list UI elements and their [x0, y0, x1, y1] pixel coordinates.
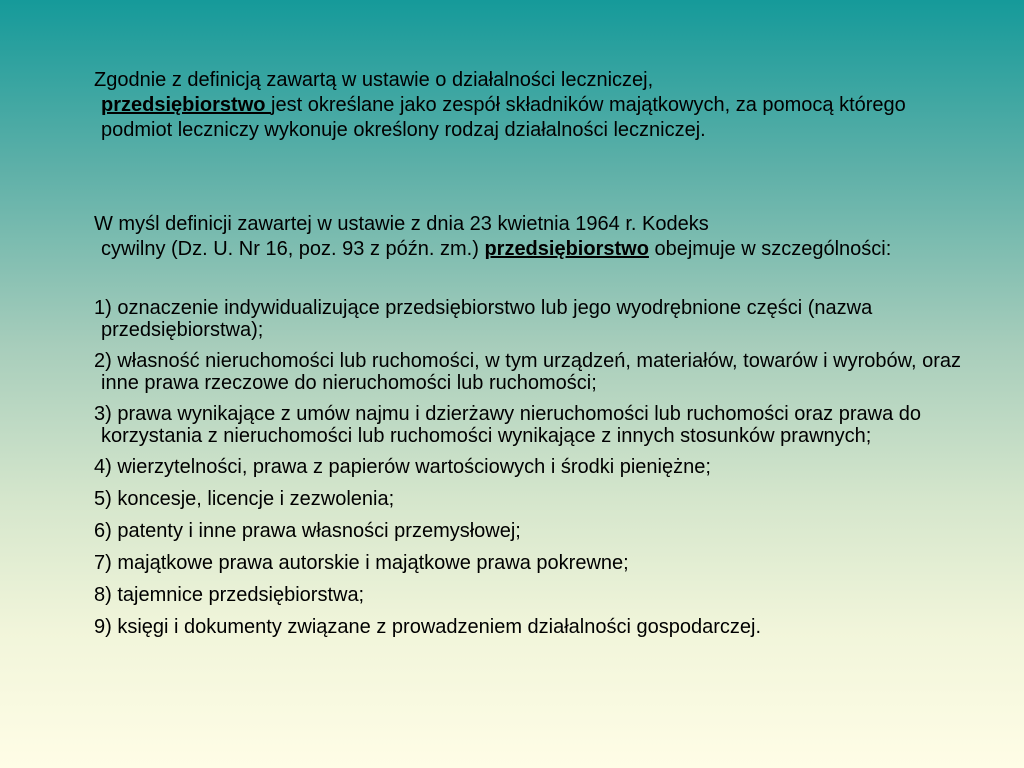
list-item: 8) tajemnice przedsiębiorstwa; — [94, 584, 365, 606]
list-item: 4) wierzytelności, prawa z papierów wartościowych i środki pieniężne; — [94, 456, 711, 478]
list-item: 9) księgi i dokumenty związane z prowadzeniem działalności gospodarczej. — [94, 616, 762, 638]
definition-paragraph-civil-code — [94, 212, 964, 262]
paragraph-first-line: W myśl definicji zawartej w ustawie z dnia 23 kwietnia 1964 r. Kodeks — [94, 213, 709, 235]
list-item: 5) koncesje, licencje i zezwolenia; — [94, 488, 395, 510]
list-item: 7) majątkowe prawa autorskie i majątkowe prawa pokrewne; — [94, 552, 629, 574]
enterprise-components-list — [94, 297, 974, 648]
keyword-przedsiebiorstwo: przedsiębiorstwo — [484, 238, 649, 260]
list-item: 3) prawa wynikające z umów najmu i dzierżawy nieruchomości lub ruchomości oraz prawa do korzystania z nieruchomości lub ruchomości wynikające z innych stosunków prawnych; — [94, 403, 922, 447]
paragraph-text: cywilny (Dz. U. Nr 16, poz. 93 z późn. zm.) — [101, 238, 485, 260]
paragraph-text: obejmuje w szczególności: — [648, 238, 892, 260]
paragraph-continuation — [94, 93, 964, 143]
list-item: 1) oznaczenie indywidualizujące przedsiębiorstwo lub jego wyodrębnione części (nazwa przedsiębiorstwa); — [94, 297, 873, 341]
definition-paragraph-healthcare — [94, 68, 964, 143]
paragraph-text: jest określane jako zespół składników majątkowych, za pomocą którego podmiot leczniczy wykonuje określony rodzaj działalności leczniczej. — [101, 94, 906, 141]
paragraph-continuation — [94, 237, 964, 262]
list-item: 2) własność nieruchomości lub ruchomości, w tym urządzeń, materiałów, towarów i wyrobów, oraz inne prawa rzeczowe do nieruchomości lub ruchomości; — [94, 350, 962, 394]
keyword-przedsiebiorstwo: przedsiębiorstwo — [101, 94, 272, 116]
list-item: 6) patenty i inne prawa własności przemysłowej; — [94, 520, 521, 542]
paragraph-first-line: Zgodnie z definicją zawartą w ustawie o działalności leczniczej, — [94, 69, 654, 91]
